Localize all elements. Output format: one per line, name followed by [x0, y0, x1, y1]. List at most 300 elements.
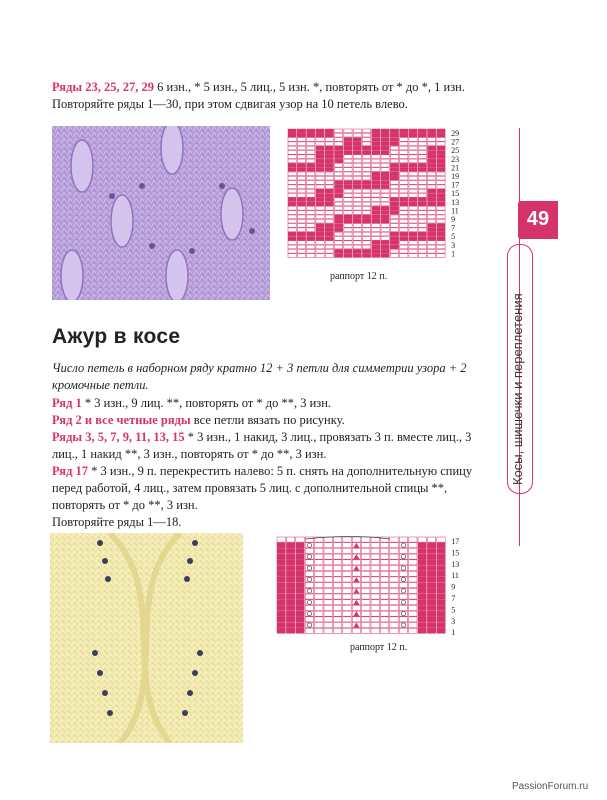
- chart1-cell: [390, 163, 398, 167]
- chart1-cell: [307, 176, 315, 180]
- chart1-cell: [400, 224, 408, 228]
- chart1-cell: [288, 202, 296, 206]
- chart1-cell: [307, 198, 315, 202]
- chart2-cell: [305, 628, 313, 633]
- chart1-cell: [428, 168, 436, 172]
- chart1-cell: [428, 198, 436, 202]
- section1-repeat-text: Повторяйте ряды 1—30, при этом сдвигая узор на 10 петель влево.: [52, 97, 408, 111]
- chart1-cell: [390, 254, 398, 258]
- chart2-cell: [362, 571, 370, 576]
- chart1-cell: [316, 245, 324, 249]
- chart1-cell: [316, 168, 324, 172]
- chart2-cell: [380, 560, 388, 565]
- chart1-cell: [297, 142, 305, 146]
- chart2-cell: [343, 623, 351, 628]
- chart2-cell: [343, 611, 351, 616]
- section2-title: Ажур в косе: [52, 325, 181, 348]
- chart1-cell: [325, 168, 333, 172]
- section1-chart-caption: раппорт 12 п.: [330, 271, 388, 282]
- chart1-cell: [409, 237, 417, 241]
- chart1-cell: [325, 146, 333, 150]
- chart1-cell: [372, 168, 380, 172]
- chart2-cell: [390, 617, 398, 622]
- chart2-cell: [390, 577, 398, 582]
- chart1-cell: [381, 224, 389, 228]
- chart1-cell: [335, 224, 343, 228]
- chart2-cell: [380, 577, 388, 582]
- chart1-cell: [362, 237, 370, 241]
- chart2-row-number: 9: [451, 582, 456, 592]
- chart1-cell: [344, 133, 352, 137]
- chart1-cell: [428, 142, 436, 146]
- chart1-cell: [362, 245, 370, 249]
- chart2-yarnover-symbol: [401, 543, 405, 547]
- chart2-cell: [277, 600, 285, 605]
- chart1-cell: [335, 202, 343, 206]
- chart2-row-number: 13: [451, 559, 460, 569]
- chart1-cell: [353, 215, 361, 219]
- chart1-cell: [325, 151, 333, 155]
- chart1-cell: [353, 129, 361, 133]
- chart1-cell: [418, 228, 426, 232]
- chart2-cell: [390, 594, 398, 599]
- chart2-yarnover-symbol: [307, 554, 311, 558]
- chart1-cell: [362, 254, 370, 258]
- chart2-cell: [296, 588, 304, 593]
- chart1-cell: [353, 151, 361, 155]
- chart1-row-number: 17: [451, 180, 460, 190]
- chart2-cell: [296, 617, 304, 622]
- chart1-cell: [390, 249, 398, 253]
- chart1-cell: [353, 159, 361, 163]
- chart2-cell: [371, 543, 379, 548]
- chart2-cell: [399, 537, 407, 542]
- chart1-cell: [437, 146, 445, 150]
- chart1-cell: [362, 215, 370, 219]
- row-label: Ряды 3, 5, 7, 9, 11, 13, 15: [52, 430, 185, 444]
- chart1-cell: [353, 163, 361, 167]
- chart2-cell: [437, 583, 445, 588]
- chart1-cell: [288, 163, 296, 167]
- chart1-cell: [437, 237, 445, 241]
- chart1-cell: [390, 232, 398, 236]
- chart1-cell: [400, 194, 408, 198]
- chart1-cell: [362, 241, 370, 245]
- chart1-cell: [362, 151, 370, 155]
- chart2-cell: [390, 537, 398, 542]
- chart2-cell: [418, 577, 426, 582]
- chart1-cell: [325, 172, 333, 176]
- chart1-cell: [335, 138, 343, 142]
- chart2-cell: [324, 577, 332, 582]
- chart1-cell: [372, 181, 380, 185]
- chart1-cell: [316, 198, 324, 202]
- chart2-cell: [315, 628, 323, 633]
- chart1-cell: [437, 163, 445, 167]
- chart1-cell: [418, 138, 426, 142]
- chart1-cell: [344, 138, 352, 142]
- chart2-cell: [380, 588, 388, 593]
- chart2-cell: [296, 543, 304, 548]
- chart1-cell: [372, 202, 380, 206]
- chart2-cell: [343, 588, 351, 593]
- chart1-cell: [297, 151, 305, 155]
- chart1-cell: [325, 181, 333, 185]
- chart1-cell: [353, 202, 361, 206]
- section2-intro: Число петель в наборном ряду кратно 12 + 3 петли для симметрии узора + 2 кромочные петли.: [52, 361, 467, 392]
- chart1-cell: [288, 129, 296, 133]
- chart2-cell: [333, 628, 341, 633]
- chart1-cell: [288, 237, 296, 241]
- chart2-cell: [333, 594, 341, 599]
- chart1-cell: [325, 129, 333, 133]
- chart2-cell: [390, 628, 398, 633]
- chart1-cell: [390, 151, 398, 155]
- chart1-cell: [372, 241, 380, 245]
- chart1-cell: [428, 155, 436, 159]
- chart1-cell: [381, 249, 389, 253]
- chart1-cell: [381, 206, 389, 210]
- chart1-cell: [409, 172, 417, 176]
- chart1-cell: [288, 211, 296, 215]
- chart1-cell: [316, 206, 324, 210]
- chart2-cell: [427, 617, 435, 622]
- chart1-cell: [288, 176, 296, 180]
- chart1-cell: [437, 211, 445, 215]
- chart1-cell: [390, 146, 398, 150]
- chart1-cell: [418, 168, 426, 172]
- chart2-cell: [409, 594, 417, 599]
- chart1-cell: [353, 237, 361, 241]
- chart1-cell: [400, 168, 408, 172]
- chart1-cell: [297, 133, 305, 137]
- section2-chart: [274, 535, 474, 645]
- chart1-cell: [418, 189, 426, 193]
- chart2-yarnover-symbol: [307, 566, 311, 570]
- chart2-cell: [333, 571, 341, 576]
- chart1-cell: [437, 185, 445, 189]
- chart2-cell: [390, 623, 398, 628]
- chart1-cell: [390, 202, 398, 206]
- chart2-cell: [418, 588, 426, 593]
- chart2-cell: [333, 543, 341, 548]
- chart1-cell: [372, 185, 380, 189]
- chart1-cell: [418, 206, 426, 210]
- chart2-cell: [277, 605, 285, 610]
- chart1-cell: [381, 189, 389, 193]
- chart2-cell: [362, 628, 370, 633]
- chart2-cell: [286, 566, 294, 571]
- chart1-cell: [297, 249, 305, 253]
- chart2-cell: [427, 548, 435, 553]
- chart2-cell: [286, 605, 294, 610]
- chart1-cell: [316, 129, 324, 133]
- chart1-cell: [344, 181, 352, 185]
- row-instruction: [52, 463, 497, 514]
- chart1-cell: [400, 181, 408, 185]
- chart1-cell: [335, 249, 343, 253]
- chart1-cell: [288, 155, 296, 159]
- chart1-cell: [288, 219, 296, 223]
- chart1-cell: [297, 172, 305, 176]
- chart1-cell: [418, 215, 426, 219]
- chart1-cell: [316, 211, 324, 215]
- chart1-cell: [307, 206, 315, 210]
- chart1-cell: [390, 142, 398, 146]
- chart1-cell: [362, 146, 370, 150]
- chart1-cell: [353, 176, 361, 180]
- chart1-cell: [335, 155, 343, 159]
- chart1-cell: [390, 176, 398, 180]
- chart1-cell: [428, 189, 436, 193]
- chart1-cell: [344, 198, 352, 202]
- chart2-cell: [418, 560, 426, 565]
- chart2-cell: [315, 611, 323, 616]
- chart2-cell: [371, 554, 379, 559]
- chart1-cell: [381, 146, 389, 150]
- chart1-cell: [316, 176, 324, 180]
- chart2-cell: [380, 554, 388, 559]
- chart2-cell: [437, 605, 445, 610]
- chart1-cell: [297, 211, 305, 215]
- chart2-cell: [324, 560, 332, 565]
- chart1-cell: [409, 215, 417, 219]
- chart1-cell: [288, 146, 296, 150]
- chart1-cell: [381, 133, 389, 137]
- chart1-cell: [316, 224, 324, 228]
- chart2-cell: [296, 571, 304, 576]
- chart1-cell: [409, 211, 417, 215]
- chart2-cell: [286, 583, 294, 588]
- chart1-cell: [288, 168, 296, 172]
- chart1-cell: [335, 254, 343, 258]
- chart2-cell: [296, 628, 304, 633]
- chart2-yarnover-symbol: [307, 600, 311, 604]
- chart1-cell: [400, 232, 408, 236]
- chart2-cell: [305, 548, 313, 553]
- chart1-cell: [316, 172, 324, 176]
- chart2-cell: [362, 605, 370, 610]
- chart1-cell: [297, 232, 305, 236]
- chart1-cell: [288, 228, 296, 232]
- chart1-cell: [400, 129, 408, 133]
- chart1-cell: [335, 185, 343, 189]
- chart2-cell: [437, 594, 445, 599]
- chart1-cell: [362, 249, 370, 253]
- chart1-cell: [372, 151, 380, 155]
- chart1-cell: [344, 146, 352, 150]
- chart1-cell: [437, 245, 445, 249]
- chart1-cell: [362, 206, 370, 210]
- chart1-cell: [400, 155, 408, 159]
- chart1-cell: [437, 129, 445, 133]
- chart1-cell: [381, 211, 389, 215]
- chart2-yarnover-symbol: [307, 611, 311, 615]
- chart2-cell: [286, 628, 294, 633]
- chart2-cell: [437, 554, 445, 559]
- chart1-cell: [409, 146, 417, 150]
- chart1-cell: [372, 159, 380, 163]
- lilac-knit-photo: [52, 126, 270, 300]
- chart1-cell: [335, 146, 343, 150]
- chart2-cell: [362, 617, 370, 622]
- chart1-row-number: 7: [451, 223, 456, 233]
- chart2-cell: [286, 594, 294, 599]
- chart1-cell: [372, 224, 380, 228]
- chart2-cell: [277, 566, 285, 571]
- chart2-cell: [296, 611, 304, 616]
- chart2-cell: [437, 611, 445, 616]
- chart1-cell: [390, 138, 398, 142]
- chart2-cell: [409, 571, 417, 576]
- chart2-cell: [333, 617, 341, 622]
- chart1-cell: [400, 185, 408, 189]
- chart2-cell: [418, 623, 426, 628]
- chart2-cell: [333, 548, 341, 553]
- chart1-cell: [316, 219, 324, 223]
- chart1-cell: [316, 237, 324, 241]
- chart2-cell: [362, 623, 370, 628]
- chart2-cell: [315, 594, 323, 599]
- chart1-cell: [344, 219, 352, 223]
- chart2-yarnover-symbol: [401, 623, 405, 627]
- chart1-cell: [362, 189, 370, 193]
- chart1-cell: [335, 245, 343, 249]
- chart1-cell: [316, 133, 324, 137]
- chart2-cell: [315, 617, 323, 622]
- chart2-cell: [418, 566, 426, 571]
- chart2-row-number: 17: [451, 537, 460, 546]
- chart2-cell: [371, 588, 379, 593]
- chart1-cell: [418, 129, 426, 133]
- section1-chart: [285, 127, 485, 287]
- chart2-cell: [371, 605, 379, 610]
- chart1-cell: [400, 241, 408, 245]
- chart1-cell: [362, 202, 370, 206]
- chart1-cell: [307, 181, 315, 185]
- chart1-cell: [381, 176, 389, 180]
- chart1-cell: [353, 181, 361, 185]
- chart2-cell: [277, 617, 285, 622]
- chart2-cell: [409, 617, 417, 622]
- chart1-cell: [428, 151, 436, 155]
- chart1-cell: [288, 142, 296, 146]
- chart2-cell: [352, 594, 360, 599]
- chart1-cell: [325, 206, 333, 210]
- chart2-cell: [390, 605, 398, 610]
- chart2-cell: [305, 583, 313, 588]
- chart1-cell: [372, 254, 380, 258]
- chart1-cell: [428, 146, 436, 150]
- chart2-cell: [399, 594, 407, 599]
- chart2-cell: [362, 566, 370, 571]
- chart1-cell: [428, 249, 436, 253]
- chart2-cell: [343, 594, 351, 599]
- chart1-cell: [362, 228, 370, 232]
- chart1-cell: [297, 241, 305, 245]
- chart1-cell: [437, 151, 445, 155]
- chart1-cell: [362, 224, 370, 228]
- chart2-cell: [390, 588, 398, 593]
- chart2-cell: [333, 560, 341, 565]
- chart1-cell: [353, 142, 361, 146]
- chart2-cell: [333, 583, 341, 588]
- chart2-cell: [277, 571, 285, 576]
- chart2-cell: [427, 623, 435, 628]
- chart1-cell: [390, 241, 398, 245]
- chart1-cell: [362, 155, 370, 159]
- chart2-cell: [286, 560, 294, 565]
- chart1-cell: [344, 228, 352, 232]
- chart1-cell: [381, 241, 389, 245]
- chart2-cell: [305, 605, 313, 610]
- chart1-cell: [381, 202, 389, 206]
- chart1-cell: [335, 163, 343, 167]
- chart1-cell: [390, 155, 398, 159]
- chart2-cell: [277, 611, 285, 616]
- chart1-cell: [428, 129, 436, 133]
- chart1-cell: [316, 138, 324, 142]
- chart1-row-number: 27: [451, 137, 460, 147]
- chart1-cell: [381, 138, 389, 142]
- chart1-cell: [437, 219, 445, 223]
- chart1-cell: [437, 206, 445, 210]
- chart1-cell: [335, 241, 343, 245]
- chart1-cell: [335, 151, 343, 155]
- chart1-row-number: 9: [451, 215, 456, 224]
- chart1-cell: [307, 163, 315, 167]
- page-number-tab: 49: [518, 201, 558, 239]
- chart2-cell: [427, 543, 435, 548]
- chart2-cell: [343, 560, 351, 565]
- chart1-cell: [418, 155, 426, 159]
- chart2-cell: [427, 566, 435, 571]
- chart1-cell: [288, 232, 296, 236]
- chart2-cell: [427, 554, 435, 559]
- cream-knit-photo: [50, 533, 243, 743]
- chart1-cell: [428, 215, 436, 219]
- chart1-cell: [325, 198, 333, 202]
- chart2-yarnover-symbol: [307, 543, 311, 547]
- chart1-cell: [381, 198, 389, 202]
- chart1-cell: [437, 189, 445, 193]
- chart1-cell: [344, 172, 352, 176]
- chart1-row-number: 19: [451, 172, 460, 181]
- chart1-cell: [390, 206, 398, 210]
- chart1-cell: [288, 245, 296, 249]
- section2-chart-svg: [274, 535, 474, 645]
- chart1-cell: [400, 172, 408, 176]
- chart2-cell: [371, 617, 379, 622]
- chart2-row-number: 7: [451, 594, 456, 603]
- chart1-cell: [418, 232, 426, 236]
- chart1-cell: [418, 133, 426, 137]
- chart2-cell: [324, 605, 332, 610]
- chart1-cell: [381, 194, 389, 198]
- chart1-cell: [288, 206, 296, 210]
- chart1-cell: [418, 159, 426, 163]
- chart1-cell: [316, 151, 324, 155]
- chart1-cell: [409, 163, 417, 167]
- chart1-cell: [418, 211, 426, 215]
- chart1-cell: [418, 241, 426, 245]
- chart1-cell: [418, 172, 426, 176]
- chart1-cell: [344, 206, 352, 210]
- chart1-cell: [400, 206, 408, 210]
- chart2-cell: [409, 583, 417, 588]
- chart1-cell: [335, 168, 343, 172]
- chart1-cell: [316, 181, 324, 185]
